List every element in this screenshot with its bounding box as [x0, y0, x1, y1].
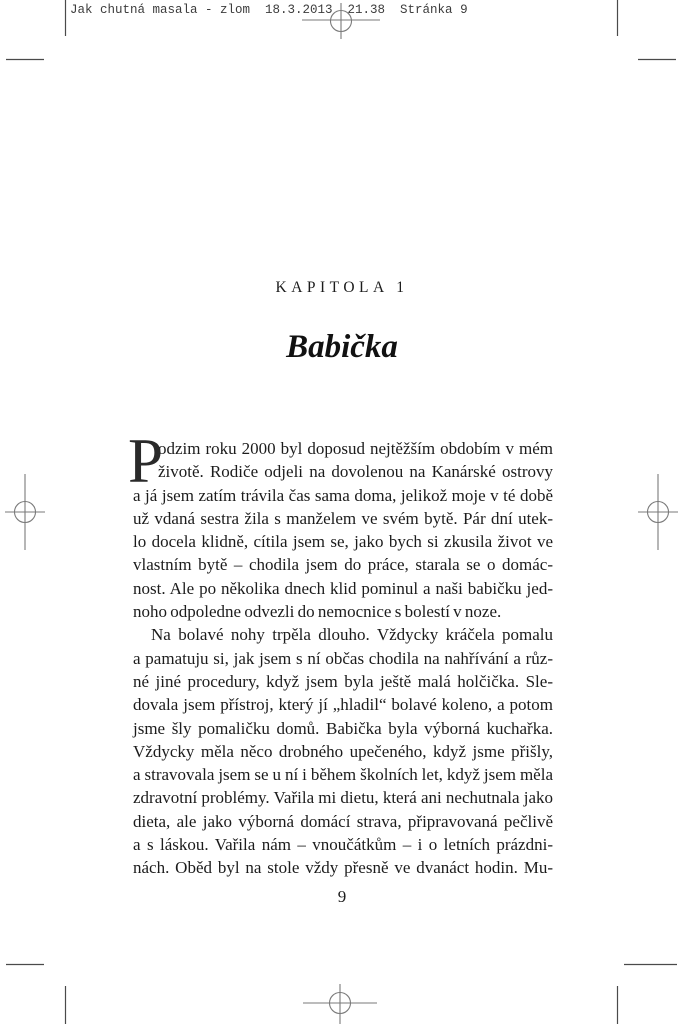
text-line: lo docela klidně, cítila jsem se, jako bych si zkusila život ve	[133, 532, 553, 552]
text-line: Vždycky měla něco drobného upečeného, když jsme přišly,	[133, 741, 553, 761]
text-line: a pamatuju si, jak jsem s ní občas chodila na nahřívání a růz-	[133, 648, 553, 668]
text-line: noho odpoledne odvezli do nemocnice s bolestí v noze.	[133, 602, 502, 622]
text-line: a s láskou. Vařila nám – vnoučátkům – i o letních prázdni-	[133, 835, 553, 855]
text-line: už vdaná sestra žila s manželem ve svém bytě. Pár dní utek-	[133, 508, 553, 528]
page-number: 9	[337, 887, 347, 906]
text-line: životě. Rodiče odjeli na dovolenou na Kanárské ostrovy	[158, 462, 553, 482]
text-line: dieta, ale jako výborná domácí strava, připravovaná pečlivě	[133, 811, 553, 831]
text-line: a stravovala jsem se u ní i během školních let, když jsem měla	[133, 765, 553, 785]
drop-cap: P	[128, 426, 164, 496]
registration-mark-left	[5, 474, 45, 550]
proof-slug-line: Jak chutná masala - zlom 18.3.2013 21.38 Stránka 9	[70, 3, 468, 17]
text-line: a já jsem zatím trávila čas sama doma, jelikož moje v té době	[133, 485, 553, 505]
registration-mark-bottom	[303, 984, 377, 1024]
text-line: vlastním bytě – chodila jsem do práce, starala se o domác-	[133, 555, 553, 575]
body-text-block	[128, 426, 553, 880]
chapter-label: KAPITOLA 1	[275, 279, 409, 296]
chapter-title: Babička	[286, 329, 398, 365]
text-line: Na bolavé nohy trpěla dlouho. Vždycky kráčela pomalu	[151, 625, 553, 645]
text-line: nách. Oběd byl na stole vždy přesně ve dvanáct hodin. Mu-	[133, 858, 553, 878]
registration-mark-right	[638, 474, 678, 550]
text-line: zdravotní problémy. Vařila mi dietu, která ani nechutnala jako	[133, 788, 553, 808]
text-line: dovala jsem přístroj, který jí „hladil“ bolavé koleno, a potom	[133, 695, 553, 715]
text-line: nost. Ale po několika dnech klid pominul a naši babičku jed-	[133, 578, 553, 598]
text-line: jsme šly pomaličku domů. Babička byla výborná kuchařka.	[133, 718, 553, 738]
text-line: né jiné procedury, když jsem byla ještě malá holčička. Sle-	[133, 671, 553, 691]
text-line: odzim roku 2000 byl doposud nejtěžším obdobím v mém	[158, 439, 553, 458]
